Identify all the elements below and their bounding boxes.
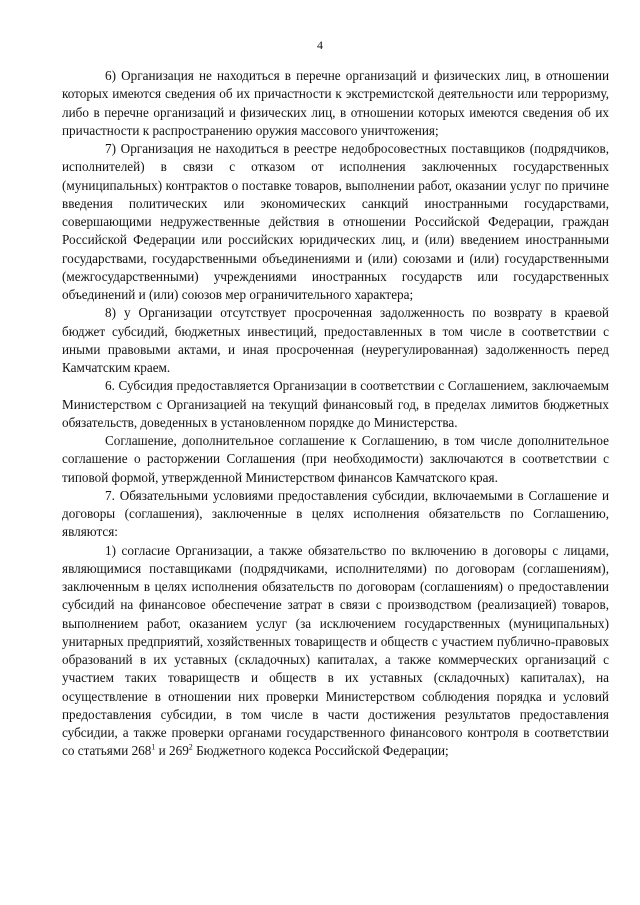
document-body — [62, 67, 609, 761]
clause-6: 6. Субсидия предоставляется Организации в соответствии с Соглашением, заключаемым Министерством с Организацией на текущий финансовый год, в пределах лимитов бюджетных обязательств, доведенных в установленном порядке до Министерства. — [62, 378, 609, 430]
agreement-paragraph: Соглашение, дополнительное соглашение к Соглашению, в том числе дополнительное соглашение о расторжении Соглашения (при необходимости) заключаются в соответствии с типовой формой, утвержденной Министерством финансов Камчатского края. — [62, 433, 609, 485]
paragraph-6: 6) Организация не находиться в перечне организаций и физических лиц, в отношении которых имеются сведения об их причастности к экстремистской деятельности или терроризму, либо в перечне организаций и физических лиц, в отношении которых имеются сведения об их причастности к распространению оружия массового уничтожения; — [62, 68, 609, 138]
page-number: 4 — [317, 38, 323, 52]
subclause-1-text-after: Бюджетного кодекса Российской Федерации; — [192, 743, 449, 759]
subclause-1 — [62, 542, 609, 761]
subclause-1-text-before: 1) согласие Организации, а также обязательство по включению в договоры с лицами, являющимися поставщиками (подрядчиками, исполнителями) по договорам (соглашениям), заключенным в целях исполнения обязательств по договорам (соглашениям) о предоставлении субсидий на финансовое обеспечение затрат в связи с производством (реализацией) товаров, выполнением работ, оказанием услуг (за исключением государственных (муниципальных) унитарных предприятий, хозяйственных товариществ и обществ с участием публично-правовых образований в их уставных (складочных) капиталах, а также коммерческих организаций с участием таких товариществ и обществ в их уставных (складочных) капиталах), на осуществление в отношении них проверки Министерством соблюдения порядка и условий предоставления субсидии, в том числе в части достижения результатов предоставления субсидии, а также проверки органами государственного финансового контроля в соответствии со статьями 268 — [62, 542, 609, 759]
clause-7: 7. Обязательными условиями предоставления субсидии, включаемыми в Соглашение и договоры (соглашения), заключенные в целях исполнения обязательств по Соглашению, являются: — [62, 487, 609, 540]
paragraph-7: 7) Организация не находиться в реестре недобросовестных поставщиков (подрядчиков, исполнителей) в связи с отказом от исполнения заключенных государственных (муниципальных) контрактов о поставке товаров, выполнении работ, оказании услуг по причине введения политических или экономических санкций иностранными государствами, совершающими недружественные действия в отношении Российской Федерации, граждан Российской Федерации или российских юридических лиц, и (или) введением иностранными государствами, государственными объединениями и (или) союзами и (или) государственными (межгосударственными) учреждениями иностранных государств или государственных объединений и (или) союзов мер ограничительного характера; — [62, 141, 609, 302]
superscript-1: 1 — [151, 742, 156, 752]
paragraph-8: 8) у Организации отсутствует просроченная задолженность по возврату в краевой бюджет субсидий, бюджетных инвестиций, предоставленных в том числе в соответствии с иными правовыми актами, и иная просроченная (неурегулированная) задолженность перед Камчатским краем. — [62, 305, 609, 375]
subclause-1-text-middle: и 269 — [155, 743, 189, 759]
superscript-2: 2 — [188, 742, 193, 752]
